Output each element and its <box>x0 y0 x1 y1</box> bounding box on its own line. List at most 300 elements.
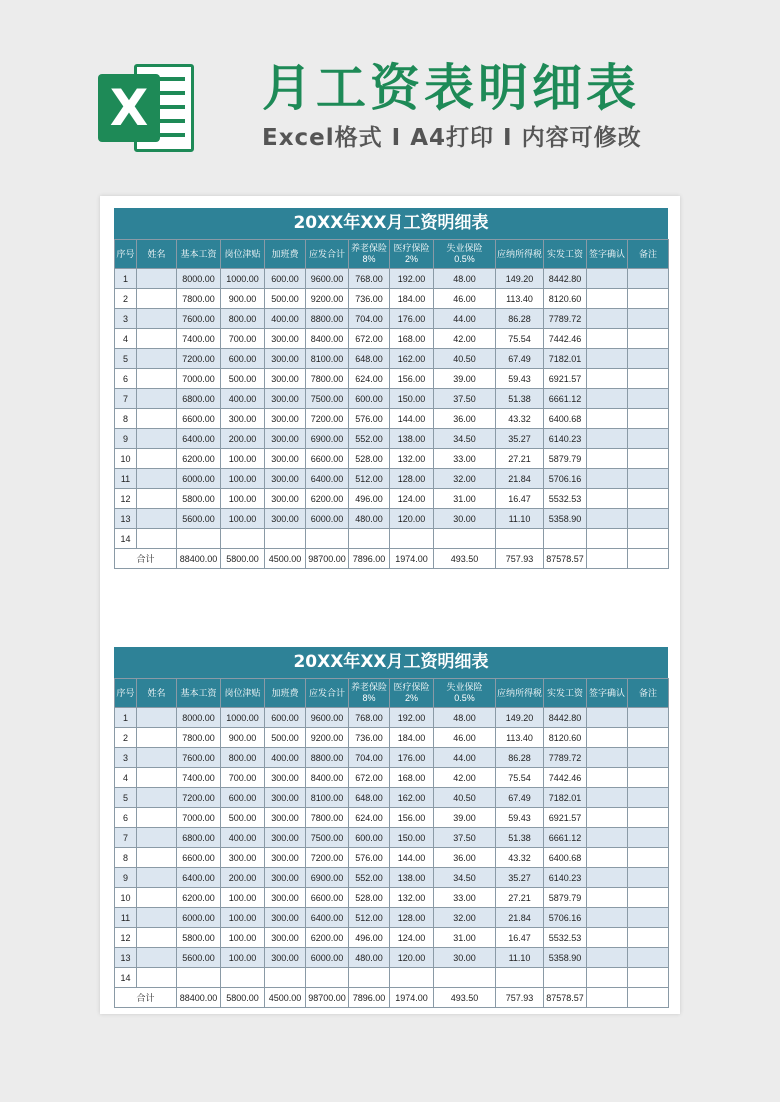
table-cell[interactable]: 300.00 <box>265 848 306 868</box>
table-cell[interactable]: 6661.12 <box>544 389 587 409</box>
table-cell[interactable]: 8442.80 <box>544 708 587 728</box>
table-cell[interactable]: 10 <box>115 449 137 469</box>
total-cell[interactable]: 87578.57 <box>544 988 587 1008</box>
total-cell[interactable]: 7896.00 <box>349 988 390 1008</box>
table-cell[interactable]: 9 <box>115 868 137 888</box>
table-cell[interactable]: 6600.00 <box>306 888 349 908</box>
table-cell[interactable]: 6400.68 <box>544 409 587 429</box>
table-cell[interactable] <box>265 529 306 549</box>
table-cell[interactable]: 400.00 <box>221 389 265 409</box>
table-cell[interactable] <box>137 369 177 389</box>
table-cell[interactable] <box>496 968 544 988</box>
table-cell[interactable]: 6400.00 <box>177 429 221 449</box>
table-cell[interactable]: 800.00 <box>221 309 265 329</box>
table-cell[interactable]: 48.00 <box>434 269 496 289</box>
table-cell[interactable]: 32.00 <box>434 469 496 489</box>
table-cell[interactable] <box>628 349 669 369</box>
table-cell[interactable]: 7800.00 <box>306 369 349 389</box>
total-cell[interactable]: 757.93 <box>496 988 544 1008</box>
table-cell[interactable]: 8120.60 <box>544 728 587 748</box>
table-cell[interactable] <box>587 828 628 848</box>
table-cell[interactable]: 648.00 <box>349 788 390 808</box>
table-cell[interactable]: 162.00 <box>390 349 434 369</box>
table-cell[interactable]: 576.00 <box>349 409 390 429</box>
table-cell[interactable]: 500.00 <box>221 369 265 389</box>
table-cell[interactable]: 5 <box>115 349 137 369</box>
table-cell[interactable] <box>587 449 628 469</box>
table-cell[interactable]: 300.00 <box>265 369 306 389</box>
total-cell[interactable]: 98700.00 <box>306 988 349 1008</box>
table-cell[interactable]: 12 <box>115 489 137 509</box>
total-cell[interactable]: 88400.00 <box>177 549 221 569</box>
table-cell[interactable]: 7000.00 <box>177 369 221 389</box>
table-cell[interactable] <box>587 728 628 748</box>
table-cell[interactable]: 736.00 <box>349 728 390 748</box>
total-cell[interactable]: 7896.00 <box>349 549 390 569</box>
table-cell[interactable]: 67.49 <box>496 349 544 369</box>
table-cell[interactable]: 39.00 <box>434 369 496 389</box>
table-cell[interactable]: 300.00 <box>221 848 265 868</box>
table-cell[interactable]: 8100.00 <box>306 349 349 369</box>
table-cell[interactable]: 300.00 <box>265 429 306 449</box>
table-cell[interactable]: 8 <box>115 409 137 429</box>
table-cell[interactable]: 4 <box>115 329 137 349</box>
table-cell[interactable] <box>628 948 669 968</box>
table-cell[interactable]: 6600.00 <box>177 848 221 868</box>
table-cell[interactable]: 67.49 <box>496 788 544 808</box>
total-label[interactable]: 合计 <box>115 549 177 569</box>
table-cell[interactable]: 42.00 <box>434 329 496 349</box>
table-cell[interactable]: 5 <box>115 788 137 808</box>
table-cell[interactable]: 768.00 <box>349 708 390 728</box>
table-cell[interactable] <box>587 928 628 948</box>
table-cell[interactable]: 30.00 <box>434 509 496 529</box>
table-cell[interactable] <box>137 748 177 768</box>
table-cell[interactable]: 300.00 <box>265 888 306 908</box>
table-cell[interactable]: 528.00 <box>349 888 390 908</box>
table-cell[interactable]: 44.00 <box>434 748 496 768</box>
table-cell[interactable]: 149.20 <box>496 269 544 289</box>
table-cell[interactable]: 33.00 <box>434 449 496 469</box>
table-cell[interactable]: 11.10 <box>496 948 544 968</box>
table-cell[interactable] <box>137 309 177 329</box>
table-cell[interactable]: 113.40 <box>496 289 544 309</box>
table-cell[interactable] <box>390 529 434 549</box>
table-cell[interactable]: 300.00 <box>221 409 265 429</box>
table-cell[interactable] <box>137 928 177 948</box>
table-cell[interactable]: 31.00 <box>434 489 496 509</box>
table-cell[interactable]: 6400.00 <box>306 469 349 489</box>
table-cell[interactable]: 7182.01 <box>544 788 587 808</box>
table-cell[interactable]: 8400.00 <box>306 768 349 788</box>
table-cell[interactable]: 600.00 <box>349 389 390 409</box>
table-cell[interactable]: 480.00 <box>349 948 390 968</box>
table-cell[interactable]: 162.00 <box>390 788 434 808</box>
table-cell[interactable] <box>587 389 628 409</box>
table-cell[interactable]: 900.00 <box>221 728 265 748</box>
table-cell[interactable]: 7400.00 <box>177 329 221 349</box>
table-cell[interactable]: 300.00 <box>265 828 306 848</box>
total-cell[interactable]: 1974.00 <box>390 549 434 569</box>
table-cell[interactable] <box>628 469 669 489</box>
table-cell[interactable]: 648.00 <box>349 349 390 369</box>
table-cell[interactable]: 144.00 <box>390 409 434 429</box>
table-cell[interactable] <box>628 848 669 868</box>
table-cell[interactable]: 14 <box>115 968 137 988</box>
table-cell[interactable] <box>137 808 177 828</box>
table-cell[interactable] <box>587 329 628 349</box>
table-cell[interactable] <box>306 968 349 988</box>
table-cell[interactable]: 6140.23 <box>544 868 587 888</box>
table-cell[interactable]: 44.00 <box>434 309 496 329</box>
table-cell[interactable]: 11 <box>115 908 137 928</box>
table-cell[interactable] <box>628 708 669 728</box>
table-cell[interactable]: 400.00 <box>221 828 265 848</box>
table-cell[interactable]: 600.00 <box>349 828 390 848</box>
table-cell[interactable]: 100.00 <box>221 908 265 928</box>
table-cell[interactable] <box>137 449 177 469</box>
table-cell[interactable]: 200.00 <box>221 868 265 888</box>
table-cell[interactable]: 7200.00 <box>177 788 221 808</box>
table-cell[interactable]: 300.00 <box>265 768 306 788</box>
table-cell[interactable] <box>137 768 177 788</box>
table-cell[interactable]: 6000.00 <box>306 948 349 968</box>
table-cell[interactable]: 120.00 <box>390 509 434 529</box>
table-cell[interactable]: 7800.00 <box>177 728 221 748</box>
table-cell[interactable]: 59.43 <box>496 369 544 389</box>
table-cell[interactable] <box>587 868 628 888</box>
table-cell[interactable]: 149.20 <box>496 708 544 728</box>
table-cell[interactable]: 132.00 <box>390 449 434 469</box>
table-cell[interactable]: 7600.00 <box>177 309 221 329</box>
table-cell[interactable]: 600.00 <box>221 788 265 808</box>
table-cell[interactable]: 300.00 <box>265 489 306 509</box>
table-cell[interactable]: 600.00 <box>265 708 306 728</box>
table-cell[interactable]: 46.00 <box>434 289 496 309</box>
table-cell[interactable] <box>587 529 628 549</box>
table-cell[interactable]: 7789.72 <box>544 309 587 329</box>
table-cell[interactable] <box>587 489 628 509</box>
table-cell[interactable] <box>137 409 177 429</box>
table-cell[interactable]: 14 <box>115 529 137 549</box>
table-cell[interactable]: 48.00 <box>434 708 496 728</box>
table-cell[interactable] <box>137 429 177 449</box>
table-cell[interactable]: 6000.00 <box>306 509 349 529</box>
table-cell[interactable] <box>137 269 177 289</box>
table-cell[interactable] <box>137 828 177 848</box>
table-cell[interactable]: 552.00 <box>349 868 390 888</box>
table-cell[interactable] <box>265 968 306 988</box>
table-cell[interactable] <box>587 948 628 968</box>
table-cell[interactable]: 2 <box>115 728 137 748</box>
table-cell[interactable]: 6900.00 <box>306 868 349 888</box>
table-cell[interactable] <box>587 269 628 289</box>
table-cell[interactable]: 800.00 <box>221 748 265 768</box>
table-cell[interactable]: 7182.01 <box>544 349 587 369</box>
table-cell[interactable]: 8800.00 <box>306 309 349 329</box>
table-cell[interactable]: 21.84 <box>496 908 544 928</box>
table-cell[interactable]: 6400.68 <box>544 848 587 868</box>
table-cell[interactable]: 5532.53 <box>544 928 587 948</box>
table-cell[interactable]: 2 <box>115 289 137 309</box>
table-cell[interactable]: 6000.00 <box>177 908 221 928</box>
table-cell[interactable]: 9600.00 <box>306 708 349 728</box>
table-cell[interactable]: 35.27 <box>496 429 544 449</box>
table-cell[interactable] <box>587 469 628 489</box>
table-cell[interactable] <box>434 968 496 988</box>
table-cell[interactable]: 704.00 <box>349 748 390 768</box>
table-cell[interactable]: 86.28 <box>496 309 544 329</box>
table-cell[interactable]: 36.00 <box>434 409 496 429</box>
table-cell[interactable]: 51.38 <box>496 389 544 409</box>
table-cell[interactable]: 700.00 <box>221 768 265 788</box>
table-cell[interactable]: 6 <box>115 808 137 828</box>
table-cell[interactable]: 33.00 <box>434 888 496 908</box>
table-cell[interactable]: 5600.00 <box>177 948 221 968</box>
table-cell[interactable] <box>587 848 628 868</box>
total-cell[interactable]: 5800.00 <box>221 549 265 569</box>
table-cell[interactable]: 184.00 <box>390 289 434 309</box>
table-cell[interactable]: 7442.46 <box>544 329 587 349</box>
table-cell[interactable] <box>628 369 669 389</box>
total-cell[interactable]: 87578.57 <box>544 549 587 569</box>
table-cell[interactable]: 12 <box>115 928 137 948</box>
table-cell[interactable]: 5879.79 <box>544 449 587 469</box>
table-cell[interactable]: 51.38 <box>496 828 544 848</box>
table-cell[interactable]: 8000.00 <box>177 269 221 289</box>
table-cell[interactable] <box>628 828 669 848</box>
table-cell[interactable] <box>587 289 628 309</box>
table-cell[interactable] <box>137 329 177 349</box>
table-cell[interactable] <box>137 509 177 529</box>
table-cell[interactable]: 300.00 <box>265 948 306 968</box>
table-cell[interactable]: 5879.79 <box>544 888 587 908</box>
table-cell[interactable]: 8 <box>115 848 137 868</box>
table-cell[interactable]: 9200.00 <box>306 289 349 309</box>
table-cell[interactable] <box>628 449 669 469</box>
table-cell[interactable]: 32.00 <box>434 908 496 928</box>
table-cell[interactable]: 6200.00 <box>306 489 349 509</box>
table-cell[interactable]: 300.00 <box>265 329 306 349</box>
table-cell[interactable]: 1000.00 <box>221 708 265 728</box>
total-cell[interactable]: 493.50 <box>434 988 496 1008</box>
table-cell[interactable] <box>137 848 177 868</box>
table-cell[interactable]: 27.21 <box>496 449 544 469</box>
table-cell[interactable] <box>628 808 669 828</box>
table-cell[interactable]: 31.00 <box>434 928 496 948</box>
table-cell[interactable]: 6400.00 <box>177 868 221 888</box>
total-cell[interactable]: 757.93 <box>496 549 544 569</box>
table-cell[interactable]: 7 <box>115 828 137 848</box>
table-cell[interactable]: 13 <box>115 509 137 529</box>
table-cell[interactable] <box>137 868 177 888</box>
table-cell[interactable]: 120.00 <box>390 948 434 968</box>
table-cell[interactable]: 100.00 <box>221 928 265 948</box>
table-cell[interactable]: 6 <box>115 369 137 389</box>
table-cell[interactable]: 6600.00 <box>306 449 349 469</box>
table-cell[interactable]: 124.00 <box>390 928 434 948</box>
table-cell[interactable] <box>587 369 628 389</box>
table-cell[interactable] <box>137 948 177 968</box>
total-cell[interactable]: 5800.00 <box>221 988 265 1008</box>
total-cell[interactable] <box>628 549 669 569</box>
table-cell[interactable]: 34.50 <box>434 868 496 888</box>
table-cell[interactable]: 10 <box>115 888 137 908</box>
table-cell[interactable] <box>628 409 669 429</box>
table-cell[interactable]: 900.00 <box>221 289 265 309</box>
table-cell[interactable]: 6800.00 <box>177 828 221 848</box>
table-cell[interactable]: 128.00 <box>390 908 434 928</box>
table-cell[interactable] <box>587 788 628 808</box>
table-cell[interactable]: 496.00 <box>349 928 390 948</box>
total-cell[interactable]: 493.50 <box>434 549 496 569</box>
table-cell[interactable]: 5800.00 <box>177 489 221 509</box>
total-label[interactable]: 合计 <box>115 988 177 1008</box>
table-cell[interactable] <box>628 968 669 988</box>
table-cell[interactable] <box>137 728 177 748</box>
table-cell[interactable]: 40.50 <box>434 788 496 808</box>
table-cell[interactable] <box>628 329 669 349</box>
table-cell[interactable]: 300.00 <box>265 788 306 808</box>
table-cell[interactable]: 512.00 <box>349 908 390 928</box>
total-cell[interactable]: 98700.00 <box>306 549 349 569</box>
table-cell[interactable]: 34.50 <box>434 429 496 449</box>
table-cell[interactable]: 128.00 <box>390 469 434 489</box>
table-cell[interactable]: 35.27 <box>496 868 544 888</box>
table-cell[interactable]: 42.00 <box>434 768 496 788</box>
table-cell[interactable]: 6661.12 <box>544 828 587 848</box>
table-cell[interactable]: 1 <box>115 269 137 289</box>
table-cell[interactable]: 168.00 <box>390 329 434 349</box>
table-cell[interactable]: 7000.00 <box>177 808 221 828</box>
table-cell[interactable]: 1 <box>115 708 137 728</box>
total-cell[interactable] <box>587 988 628 1008</box>
table-cell[interactable] <box>628 788 669 808</box>
table-cell[interactable]: 138.00 <box>390 868 434 888</box>
table-cell[interactable] <box>390 968 434 988</box>
table-cell[interactable] <box>137 389 177 409</box>
table-cell[interactable]: 600.00 <box>221 349 265 369</box>
table-cell[interactable]: 138.00 <box>390 429 434 449</box>
table-cell[interactable]: 9600.00 <box>306 269 349 289</box>
table-cell[interactable]: 512.00 <box>349 469 390 489</box>
table-cell[interactable] <box>137 489 177 509</box>
table-cell[interactable]: 100.00 <box>221 449 265 469</box>
table-cell[interactable]: 7789.72 <box>544 748 587 768</box>
table-cell[interactable]: 150.00 <box>390 828 434 848</box>
table-cell[interactable] <box>587 968 628 988</box>
table-cell[interactable] <box>587 409 628 429</box>
table-cell[interactable] <box>628 728 669 748</box>
table-cell[interactable]: 13 <box>115 948 137 968</box>
table-cell[interactable]: 39.00 <box>434 808 496 828</box>
table-cell[interactable]: 7200.00 <box>177 349 221 369</box>
table-cell[interactable]: 480.00 <box>349 509 390 529</box>
table-cell[interactable]: 300.00 <box>265 908 306 928</box>
table-cell[interactable]: 300.00 <box>265 868 306 888</box>
table-cell[interactable]: 176.00 <box>390 309 434 329</box>
table-cell[interactable]: 500.00 <box>265 728 306 748</box>
table-cell[interactable]: 6200.00 <box>306 928 349 948</box>
table-cell[interactable]: 8000.00 <box>177 708 221 728</box>
table-cell[interactable]: 6600.00 <box>177 409 221 429</box>
table-cell[interactable]: 8120.60 <box>544 289 587 309</box>
table-cell[interactable]: 156.00 <box>390 369 434 389</box>
table-cell[interactable]: 37.50 <box>434 828 496 848</box>
table-cell[interactable]: 552.00 <box>349 429 390 449</box>
table-cell[interactable] <box>587 349 628 369</box>
table-cell[interactable]: 100.00 <box>221 509 265 529</box>
table-cell[interactable]: 156.00 <box>390 808 434 828</box>
total-cell[interactable] <box>587 549 628 569</box>
table-cell[interactable] <box>137 968 177 988</box>
table-cell[interactable]: 8400.00 <box>306 329 349 349</box>
total-cell[interactable]: 4500.00 <box>265 549 306 569</box>
table-cell[interactable]: 600.00 <box>265 269 306 289</box>
table-cell[interactable]: 168.00 <box>390 768 434 788</box>
table-cell[interactable] <box>587 309 628 329</box>
table-cell[interactable]: 59.43 <box>496 808 544 828</box>
table-cell[interactable]: 576.00 <box>349 848 390 868</box>
table-cell[interactable] <box>496 529 544 549</box>
table-cell[interactable]: 200.00 <box>221 429 265 449</box>
table-cell[interactable] <box>587 748 628 768</box>
table-cell[interactable]: 768.00 <box>349 269 390 289</box>
table-cell[interactable]: 30.00 <box>434 948 496 968</box>
table-cell[interactable] <box>221 968 265 988</box>
table-cell[interactable] <box>628 269 669 289</box>
table-cell[interactable]: 300.00 <box>265 808 306 828</box>
table-cell[interactable] <box>628 908 669 928</box>
table-cell[interactable]: 6921.57 <box>544 808 587 828</box>
table-cell[interactable]: 3 <box>115 309 137 329</box>
table-cell[interactable]: 27.21 <box>496 888 544 908</box>
table-cell[interactable]: 43.32 <box>496 848 544 868</box>
table-cell[interactable] <box>628 888 669 908</box>
table-cell[interactable]: 700.00 <box>221 329 265 349</box>
table-cell[interactable] <box>137 529 177 549</box>
table-cell[interactable]: 300.00 <box>265 409 306 429</box>
table-cell[interactable]: 5600.00 <box>177 509 221 529</box>
table-cell[interactable]: 37.50 <box>434 389 496 409</box>
table-cell[interactable]: 5706.16 <box>544 908 587 928</box>
table-cell[interactable]: 4 <box>115 768 137 788</box>
table-cell[interactable]: 100.00 <box>221 948 265 968</box>
table-cell[interactable]: 736.00 <box>349 289 390 309</box>
table-cell[interactable]: 7200.00 <box>306 409 349 429</box>
table-cell[interactable]: 400.00 <box>265 748 306 768</box>
table-cell[interactable]: 300.00 <box>265 928 306 948</box>
table-cell[interactable]: 86.28 <box>496 748 544 768</box>
table-cell[interactable]: 7800.00 <box>177 289 221 309</box>
table-cell[interactable]: 500.00 <box>221 808 265 828</box>
table-cell[interactable]: 7 <box>115 389 137 409</box>
table-cell[interactable] <box>628 868 669 888</box>
table-cell[interactable]: 75.54 <box>496 329 544 349</box>
table-cell[interactable] <box>434 529 496 549</box>
table-cell[interactable]: 40.50 <box>434 349 496 369</box>
table-cell[interactable] <box>544 968 587 988</box>
table-cell[interactable]: 100.00 <box>221 469 265 489</box>
total-cell[interactable]: 1974.00 <box>390 988 434 1008</box>
table-cell[interactable]: 300.00 <box>265 449 306 469</box>
table-cell[interactable]: 300.00 <box>265 349 306 369</box>
table-cell[interactable] <box>221 529 265 549</box>
table-cell[interactable]: 8100.00 <box>306 788 349 808</box>
table-cell[interactable]: 672.00 <box>349 329 390 349</box>
table-cell[interactable]: 6140.23 <box>544 429 587 449</box>
table-cell[interactable]: 6200.00 <box>177 449 221 469</box>
